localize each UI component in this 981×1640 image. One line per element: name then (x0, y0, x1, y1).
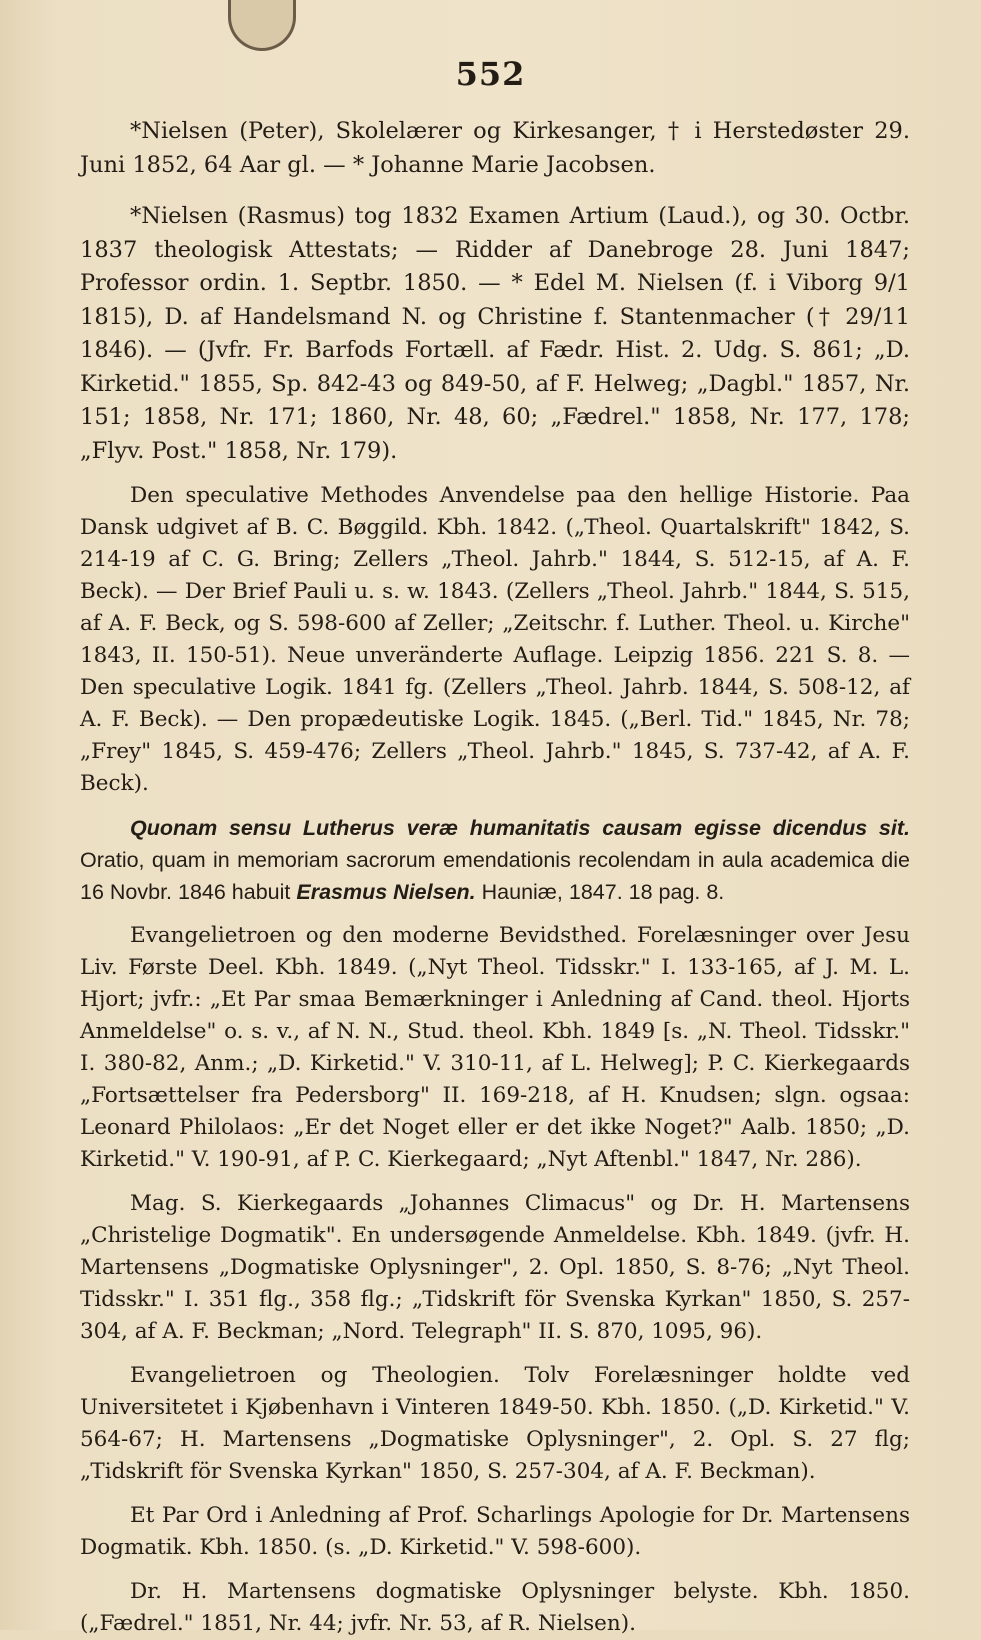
work-evangelietroen-theologien (80, 1360, 910, 1488)
work-martensen-oplysninger (80, 1576, 910, 1640)
work-latin-oratio (80, 812, 910, 908)
entry-rasmus-nielsen (80, 200, 910, 468)
latin-author: Erasmus Nielsen. (296, 880, 476, 904)
page-number: 552 (455, 55, 526, 93)
binding-hole (228, 0, 296, 51)
work-text: Et Par Ord i Anledning af Prof. Scharlings Apologie for Dr. Martensens Dogmatik. Kbh. 1850. (s. „D. Kirketid." V. 598-600). (80, 1503, 910, 1560)
work-text: Mag. S. Kierkegaards „Johannes Climacus" og Dr. H. Martensens „Christelige Dogmatik". En undersøgende Anmeldelse. Kbh. 1849. (jvfr. H. Martensens „Dogmatiske Oplysninger", 2. Opl. 1850, S. 8-76; „Nyt Theol. Tidsskr." I. 351 flg., 358 flg.; „Tidskrift för Svenska Kyrkan" 1850, S. 257-304, af A. F. Beckman; „Nord. Telegraph" II. S. 870, 1095, 96). (80, 1191, 910, 1344)
work-speculative-method (80, 480, 910, 800)
latin-title: Quonam sensu Lutherus veræ humanitatis causam egisse dicendus sit. (130, 816, 910, 840)
work-text: Dr. H. Martensens dogmatiske Oplysninger belyste. Kbh. 1850. („Fædrel." 1851, Nr. 44; jvfr. Nr. 53, af R. Nielsen). (80, 1579, 910, 1636)
work-text: Evangelietroen og den moderne Bevidsthed. Forelæsninger over Jesu Liv. Første Deel. Kbh. 1849. („Nyt Theol. Tidsskr." I. 133-165, af J. M. L. Hjort; jvfr.: „Et Par smaa Bemærkninger i Anledning af Cand. theol. Hjorts Anmeldelse" o. s. v., af N. N., Stud. theol. Kbh. 1849 [s. „N. Theol. Tidsskr." I. 380-82, Anm.; „D. Kirketid." V. 310-11, af L. Helweg]; P. C. Kierkegaards „Fortsættelser fra Pedersborg" II. 169-218, af H. Knudsen; slgn. ogsaa: Leonard Philolaos: „Er det Noget eller er det ikke Noget?" Aalb. 1850; „D. Kirketid." V. 190-91, af P. C. Kierkegaard; „Nyt Aftenbl." 1847, Nr. 286). (80, 923, 910, 1172)
entry-text: *Nielsen (Peter), Skolelærer og Kirkesanger, † i Herstedøster 29. Juni 1852, 64 Aar gl. — * Johanne Marie Jacobsen. (80, 118, 910, 178)
latin-work (80, 812, 910, 908)
work-text: Evangelietroen og Theologien. Tolv Forelæsninger holdte ved Universitetet i Kjøbenhavn i Vinteren 1849-50. Kbh. 1850. („D. Kirketid." V. 564-67; H. Martensens „Dogmatiske Oplysninger", 2. Opl. S. 27 flg; „Tidskrift för Svenska Kyrkan" 1850, S. 257-304, af A. F. Beckman). (80, 1363, 910, 1484)
work-evangelietroen-bevidsthed (80, 920, 910, 1176)
work-scharling-apologie (80, 1500, 910, 1564)
latin-rest: Oratio, quam in memoriam sacrorum emendationis recolendam in aula academica die 16 Novbr. 1846 habuit (80, 848, 910, 904)
work-kierkegaard-martensen (80, 1188, 910, 1348)
entry-peter-nielsen (80, 115, 910, 182)
text-body (80, 115, 910, 1640)
entry-text: *Nielsen (Rasmus) tog 1832 Examen Artium (Laud.), og 30. Octbr. 1837 theologisk Attestats; — Ridder af Danebroge 28. Juni 1847; Professor ordin. 1. Septbr. 1850. — * Edel M. Nielsen (f. i Viborg 9/1 1815), D. af Handelsmand N. og Christine f. Stantenmacher († 29/11 1846). — (Jvfr. Fr. Barfods Fortæll. af Fædr. Hist. 2. Udg. S. 861; „D. Kirketid." 1855, Sp. 842-43 og 849-50, af F. Helweg; „Dagbl." 1857, Nr. 151; 1858, Nr. 171; 1860, Nr. 48, 60; „Fædrel." 1858, Nr. 177, 178; „Flyv. Post." 1858, Nr. 179). (80, 203, 910, 464)
latin-tail: Hauniæ, 1847. 18 pag. 8. (481, 880, 725, 904)
work-text: Den speculative Methodes Anvendelse paa den hellige Historie. Paa Dansk udgivet af B. C. Bøggild. Kbh. 1842. („Theol. Quartalskrift" 1842, S. 214-19 af C. G. Bring; Zellers „Theol. Jahrb." 1844, S. 512-15, af A. F. Beck). — Der Brief Pauli u. s. w. 1843. (Zellers „Theol. Jahrb." 1844, S. 515, af A. F. Beck, og S. 598-600 af Zeller; „Zeitschr. f. Luther. Theol. u. Kirche" 1843, II. 150-51). Neue unveränderte Auflage. Leipzig 1856. 221 S. 8. — Den speculative Logik. 1841 fg. (Zellers „Theol. Jahrb. 1844, S. 508-12, af A. F. Beck). — Den propædeutiske Logik. 1845. („Berl. Tid." 1845, Nr. 78; „Frey" 1845, S. 459-476; Zellers „Theol. Jahrb." 1845, S. 737-42, af A. F. Beck). (80, 483, 910, 796)
